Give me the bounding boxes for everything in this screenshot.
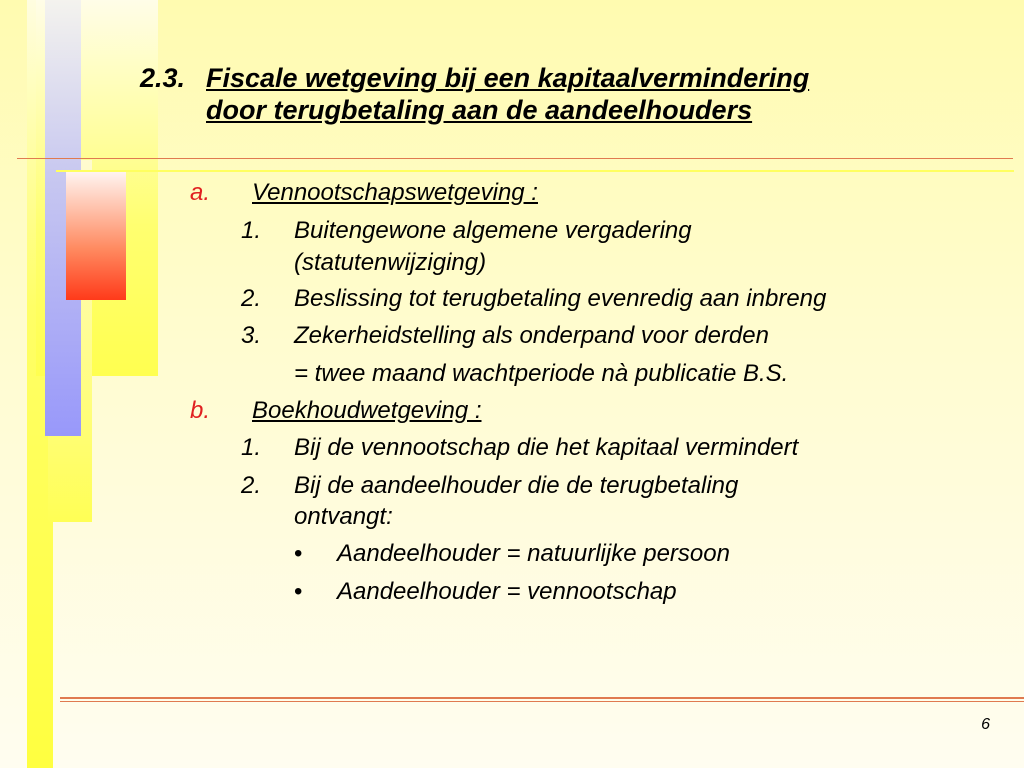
decor-bar-red: [66, 172, 126, 300]
item-number: 2.: [241, 472, 262, 499]
item-number: 1.: [241, 434, 262, 461]
title-number: 2.3.: [140, 63, 186, 93]
title-line-1: Fiscale wetgeving bij een kapitaalvermindering: [206, 63, 810, 93]
footer-rule: [60, 697, 1024, 699]
section-a-letter: a.: [190, 179, 211, 206]
item-number: 2.: [241, 285, 262, 312]
item-text: Bij de vennootschap die het kapitaal vermindert: [294, 434, 799, 461]
item-text: Bij de aandeelhouder die de terugbetaling: [294, 472, 739, 499]
item-number: 1.: [241, 217, 262, 244]
item-text-continued: ontvangt:: [294, 503, 393, 530]
section-b-heading: Boekhoudwetgeving :: [252, 397, 482, 424]
section-a-heading: Vennootschapswetgeving :: [252, 179, 538, 206]
bullet-text: Aandeelhouder = natuurlijke persoon: [337, 540, 730, 567]
slide-title: [140, 62, 1010, 126]
section-a-note: = twee maand wachtperiode nà publicatie B.S.: [294, 360, 789, 387]
bullet-icon: •: [294, 578, 303, 605]
page-number: 6: [981, 716, 990, 733]
item-text: Buitengewone algemene vergadering: [294, 217, 692, 244]
item-text-continued: (statutenwijziging): [294, 249, 487, 276]
footer-rule-thin: [60, 701, 1024, 702]
bullet-text: Aandeelhouder = vennootschap: [337, 578, 677, 605]
title-rule: [17, 158, 1013, 159]
item-number: 3.: [241, 322, 262, 349]
item-text: Beslissing tot terugbetaling evenredig aan inbreng: [294, 285, 827, 312]
title-rule-yellow: [56, 170, 1014, 172]
item-text: Zekerheidstelling als onderpand voor derden: [294, 322, 769, 349]
bullet-icon: •: [294, 540, 303, 567]
title-line-2: door terugbetaling aan de aandeelhouders: [206, 95, 753, 125]
section-b-letter: b.: [190, 397, 211, 424]
